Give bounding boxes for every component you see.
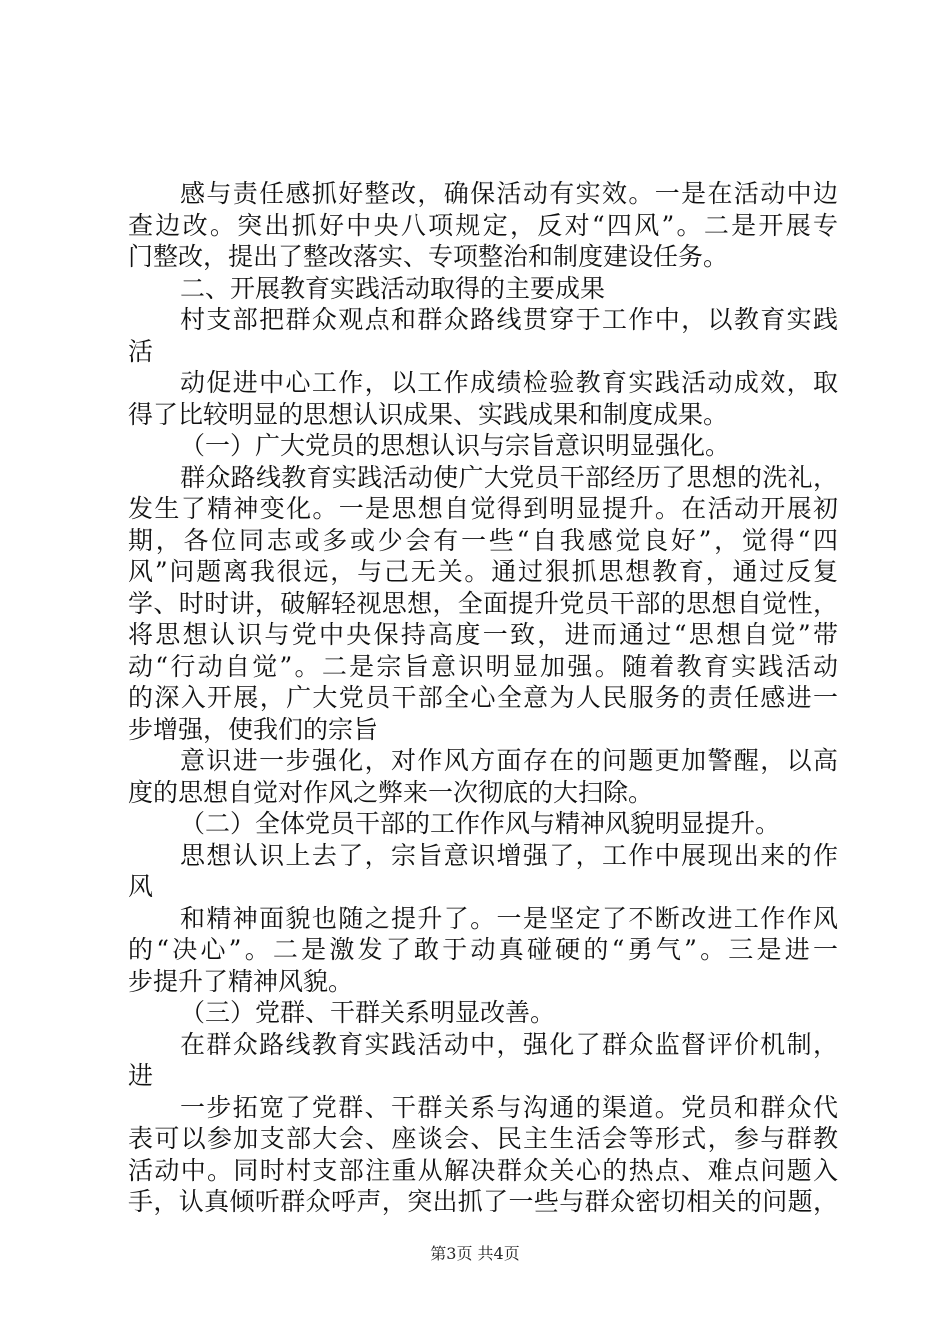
text-line: 和精神面貌也随之提升了。一是坚定了不断改进工作作风 [180,903,838,933]
text-line: 二、开展教育实践活动取得的主要成果 [180,273,606,303]
text-line: 思想认识上去了，宗旨意识增强了，工作中展现出来的作 [180,840,838,870]
text-line: 动“行动自觉”。二是宗旨意识明显加强。随着教育实践活动 [128,651,838,681]
text-line: 表可以参加支部大会、座谈会、民主生活会等形式，参与群教 [128,1124,838,1153]
text-line: 度的思想自觉对作风之弊来一次彻底的大扫除。 [128,777,654,807]
text-line: 得了比较明显的思想认识成果、实践成果和制度成果。 [128,399,729,429]
text-line: 期，各位同志或多或少会有一些“自我感觉良好”，觉得“四 [128,525,838,555]
text-line: 意识进一步强化，对作风方面存在的问题更加警醒，以高 [180,746,838,775]
text-line: 群众路线教育实践活动使广大党员干部经历了思想的洗礼， [180,462,838,492]
text-line: 感与责任感抓好整改，确保活动有实效。一是在活动中边 [180,179,838,208]
text-line: 风”问题离我很远，与己无关。通过狠抓思想教育，通过反复 [128,557,838,586]
text-line: 进 [128,1061,154,1090]
text-line: 将思想认识与党中央保持高度一致，进而通过“思想自觉”带 [128,620,838,649]
text-line: 一步拓宽了党群、干群关系与沟通的渠道。党员和群众代 [180,1092,838,1122]
body-text [128,178,838,1218]
text-line: 风 [128,872,154,901]
text-line: 查边改。突出抓好中央八项规定，反对“四风”。二是开展专 [128,210,838,240]
text-line: 门整改，提出了整改落实、专项整治和制度建设任务。 [128,242,729,271]
text-line: 步增强，使我们的宗旨 [128,714,379,744]
text-line: 村支部把群众观点和群众路线贯穿于工作中，以教育实践 [180,305,838,334]
page-footer: 第3页 共4页 [430,1244,520,1263]
text-line: 活 [128,336,154,366]
text-line: （三）党群、干群关系明显改善。 [180,998,556,1027]
text-line: （二）全体党员干部的工作作风与精神风貌明显提升。 [180,809,781,838]
text-line: 学、时时讲，破解轻视思想，全面提升党员干部的思想自觉性， [128,588,838,618]
text-line: 活动中。同时村支部注重从解决群众关心的热点、难点问题入 [128,1155,838,1185]
text-line: 的深入开展，广大党员干部全心全意为人民服务的责任感进一 [128,683,838,712]
text-line: 动促进中心工作，以工作成绩检验教育实践活动成效，取 [180,368,838,397]
text-line: （一）广大党员的思想认识与宗旨意识明显强化。 [180,431,731,460]
text-line: 步提升了精神风貌。 [128,966,354,996]
text-line: 的“决心”。二是激发了敢于动真碰硬的“勇气”。三是进一 [128,935,838,964]
text-line: 发生了精神变化。一是思想自觉得到明显提升。在活动开展初 [128,494,838,523]
text-line: 在群众路线教育实践活动中，强化了群众监督评价机制， [180,1029,838,1059]
text-line: 手，认真倾听群众呼声，突出抓了一些与群众密切相关的问题， [128,1187,838,1216]
